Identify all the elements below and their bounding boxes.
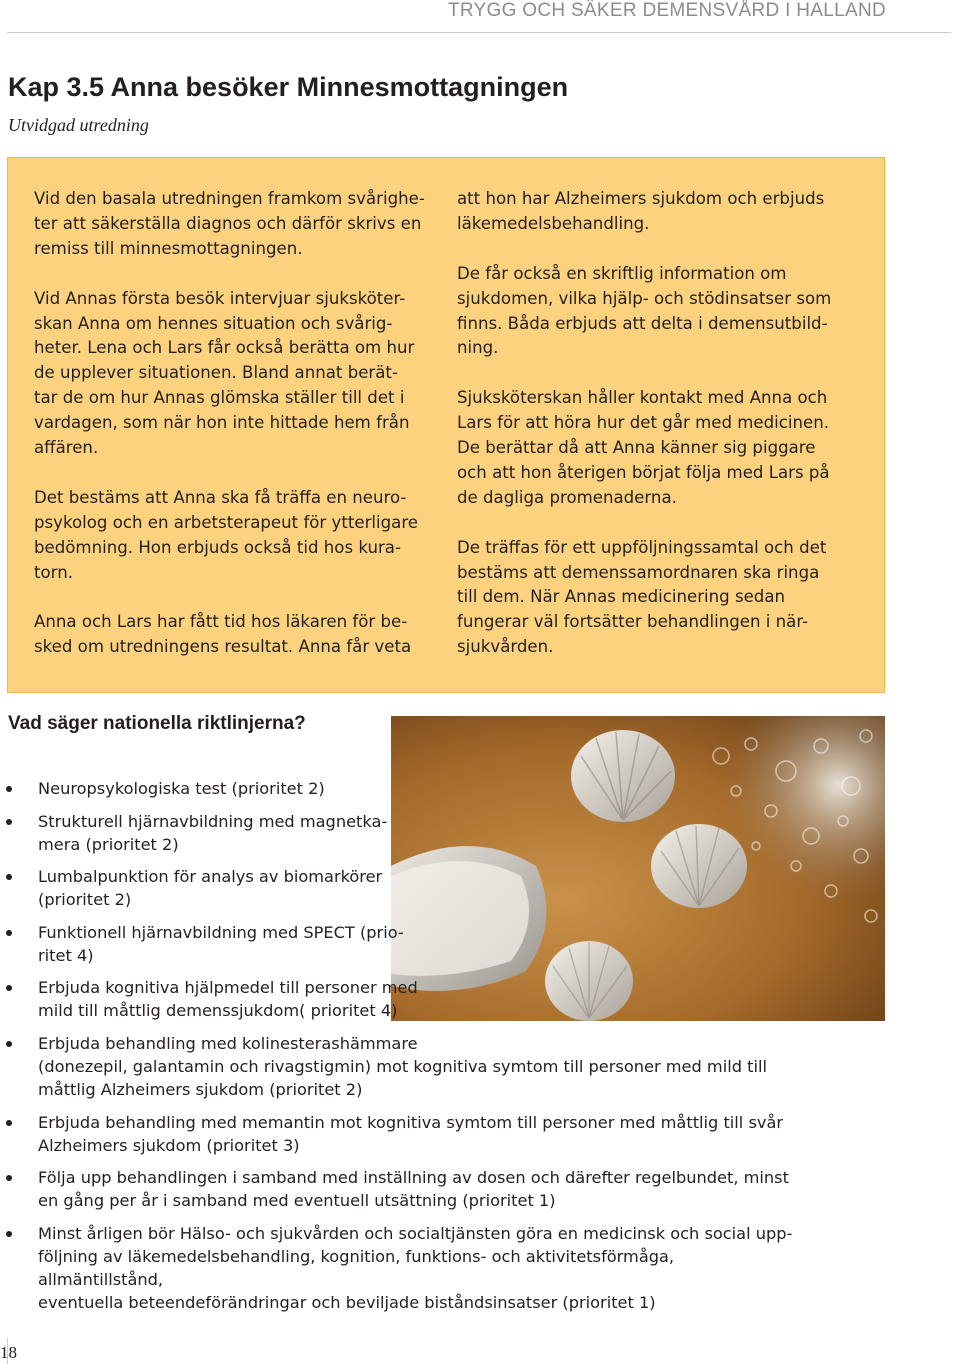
case-story-paragraph: Anna och Lars har fått tid hos läkaren för be- sked om utredningens resultat. Anna får veta <box>34 612 412 657</box>
guideline-item <box>0 1222 800 1314</box>
guideline-text: Neuropsykologiska test (prioritet 2) <box>38 779 325 798</box>
bullet-icon <box>6 874 12 880</box>
guideline-item <box>0 1032 800 1101</box>
guideline-item <box>0 976 800 1022</box>
case-story-right-column <box>457 187 872 685</box>
guideline-text: Erbjuda behandling med memantin mot kognitiva symtom till personer med måttlig till svår Alzheimers sjukdom (prioritet 3) <box>38 1112 784 1155</box>
header-divider <box>7 32 951 33</box>
bullet-icon <box>6 930 12 936</box>
guidelines-heading: Vad säger nationella riktlinjerna? <box>8 713 306 734</box>
chapter-title: Kap 3.5 Anna besöker Minnesmottagningen <box>8 72 569 102</box>
bullet-icon <box>6 1120 12 1126</box>
case-story-paragraph: att hon har Alzheimers sjukdom och erbjuds läkemedelsbehandling. <box>457 189 825 233</box>
guideline-text: Erbjuda behandling med kolinesterashämmare (donezepil, galantamin och rivagstigmin) mot kognitiva symtom till personer med mild till måttlig Alzheimers sjukdom (prioritet 2) <box>38 1033 767 1099</box>
guideline-item <box>0 1111 800 1157</box>
guidelines-list <box>0 777 800 1323</box>
bullet-icon <box>6 1231 12 1237</box>
guideline-item <box>0 777 800 800</box>
guideline-text: Strukturell hjärnavbildning med magnetka- mera (prioritet 2) <box>38 811 388 854</box>
guideline-text: Följa upp behandlingen i samband med inställning av dosen och därefter regelbundet, minst en gång per år i samband med eventuell utsättning (prioritet 1) <box>38 1168 789 1211</box>
bullet-icon <box>6 1175 12 1181</box>
case-story-paragraph: Vid den basala utredningen framkom svårighe- ter att säkerställa diagnos och därför skrivs en remiss till minnesmottagningen. <box>34 189 425 258</box>
case-story-paragraph: Det bestäms att Anna ska få träffa en neuro- psykolog och en arbetsterapeut för ytterligare bedömning. Hon erbjuds också tid hos kura- torn. <box>34 487 418 582</box>
page-number: 18 <box>0 1343 17 1362</box>
running-header: TRYGG OCH SÄKER DEMENSVÅRD I HALLAND <box>447 0 886 21</box>
guideline-item <box>0 810 800 856</box>
guideline-item <box>0 865 800 911</box>
case-story-paragraph: De får också en skriftlig information om sjukdomen, vilka hjälp- och stödinsatser som finns. Båda erbjuds att delta i demensutbild- ning. <box>457 263 832 358</box>
bullet-icon <box>6 819 12 825</box>
bullet-icon <box>6 985 12 991</box>
guideline-text: Lumbalpunktion för analys av biomarkörer (prioritet 2) <box>38 867 383 910</box>
case-story-paragraph: De träffas för ett uppföljningssamtal och det bestäms att demenssamordnaren ska ringa till dem. När Annas medicinering sedan fungerar väl fortsätter behandlingen i när- sjukvården. <box>457 537 827 657</box>
guideline-text: Funktionell hjärnavbildning med SPECT (prio- ritet 4) <box>38 922 404 965</box>
guideline-item <box>0 1166 800 1212</box>
case-story-box <box>7 157 885 693</box>
case-story-paragraph: Vid Annas första besök intervjuar sjuksköter- skan Anna om hennes situation och svårig- heter. Lena och Lars får också berätta om hur de upplever situationen. Bland annat berät- tar de om hur Annas glömska ställer till det i vardagen, som när hon inte hittade hem från affären. <box>34 288 415 458</box>
case-story-left-column <box>34 187 438 685</box>
bullet-icon <box>6 1041 12 1047</box>
chapter-subtitle: Utvidgad utredning <box>8 115 149 135</box>
guideline-text: Erbjuda kognitiva hjälpmedel till personer med mild till måttlig demenssjukdom( prioritet 4) <box>38 978 418 1021</box>
guideline-text: Minst årligen bör Hälso- och sjukvården och socialtjänsten göra en medicinsk och social upp- följning av läkemedelsbehandling, kognition, funktions- och aktivitetsförmåga, allmäntillstånd, eventuella beteendeförändringar och beviljade biståndsinsatser (prioritet 1) <box>38 1223 793 1312</box>
guideline-item <box>0 921 800 967</box>
case-story-paragraph: Sjuksköterskan håller kontakt med Anna och Lars för att höra hur det går med medicinen. De berättar då att Anna känner sig piggare och att hon återigen börjat följa med Lars på de dagliga promenaderna. <box>457 388 830 507</box>
bullet-icon <box>6 786 12 792</box>
